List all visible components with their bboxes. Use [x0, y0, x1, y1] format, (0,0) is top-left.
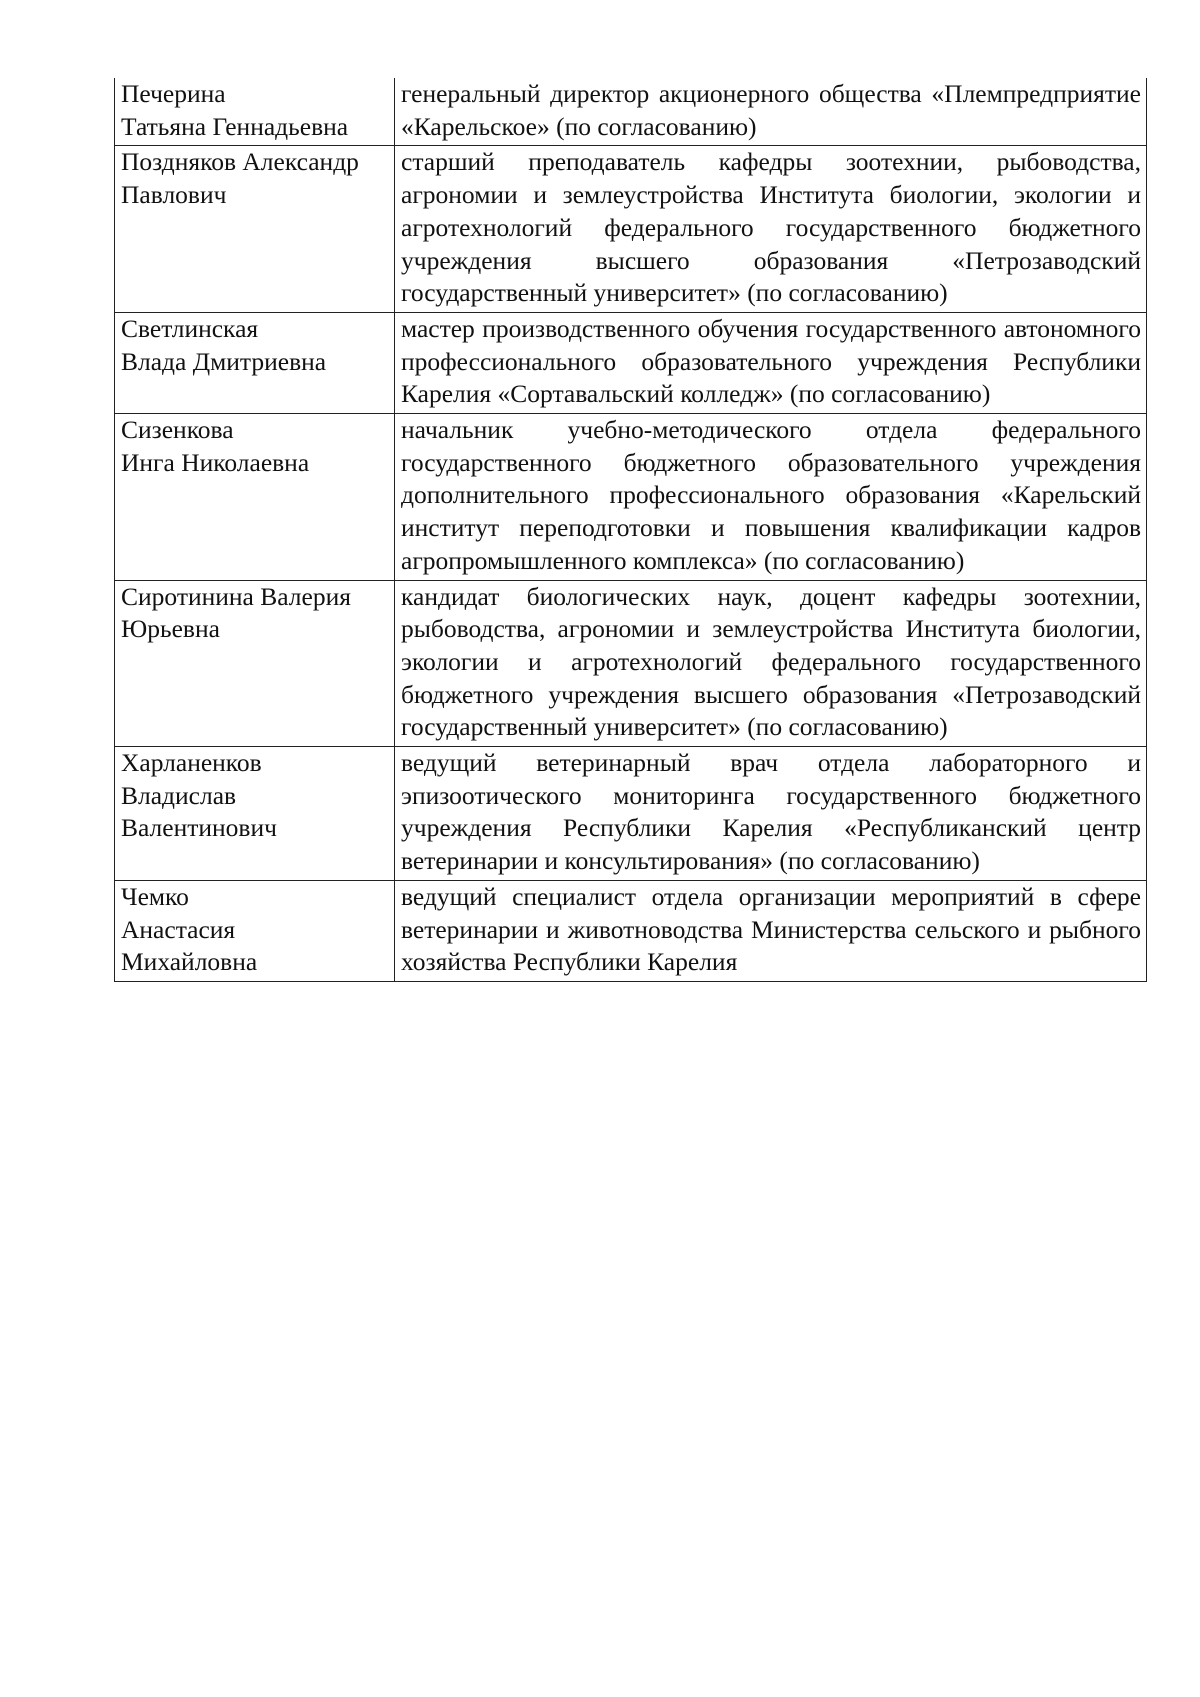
member-position: мастер производственного обучения государственного автономного профессионального образовательного учреждения Республики Карелия «Сортавальский колледж» (по согласованию) — [395, 312, 1147, 413]
commission-members-table — [114, 78, 1147, 982]
member-position: кандидат биологических наук, доцент кафедры зоотехнии, рыбоводства, агрономии и землеустройства Института биологии, экологии и агротехнологий федерального государственного бюджетного учреждения высшего образования «Петрозаводский государственный университет» (по согласованию) — [395, 580, 1147, 747]
table-row — [115, 414, 1147, 581]
member-name: Чемко Анастасия Михайловна — [115, 880, 395, 981]
member-name: Сиротинина Валерия Юрьевна — [115, 580, 395, 747]
member-name: Светлинская Влада Дмитриевна — [115, 312, 395, 413]
member-name: Печерина Татьяна Геннадьевна — [115, 78, 395, 146]
member-position: ведущий специалист отдела организации мероприятий в сфере ветеринарии и животноводства Министерства сельского и рыбного хозяйства Республики Карелия — [395, 880, 1147, 981]
table-row — [115, 880, 1147, 981]
table-row — [115, 580, 1147, 747]
member-position: генеральный директор акционерного общества «Племпредприятие «Карельское» (по согласованию) — [395, 78, 1147, 146]
member-position: ведущий ветеринарный врач отдела лабораторного и эпизоотического мониторинга государственного бюджетного учреждения Республики Карелия «Республиканский центр ветеринарии и консультирования» (по согласованию) — [395, 747, 1147, 881]
member-name: Харланенков Владислав Валентинович — [115, 747, 395, 881]
member-name: Поздняков Александр Павлович — [115, 146, 395, 313]
table-row — [115, 747, 1147, 881]
member-position: начальник учебно-методического отдела федерального государственного бюджетного образовательного учреждения дополнительного профессионального образования «Карельский институт переподготовки и повышения квалификации кадров агропромышленного комплекса» (по согласованию) — [395, 414, 1147, 581]
table-row — [115, 146, 1147, 313]
member-name: Сизенкова Инга Николаевна — [115, 414, 395, 581]
member-position: старший преподаватель кафедры зоотехнии, рыбоводства, агрономии и землеустройства Института биологии, экологии и агротехнологий федерального государственного бюджетного учреждения высшего образования «Петрозаводский государственный университет» (по согласованию) — [395, 146, 1147, 313]
table-row — [115, 78, 1147, 146]
table-row — [115, 312, 1147, 413]
